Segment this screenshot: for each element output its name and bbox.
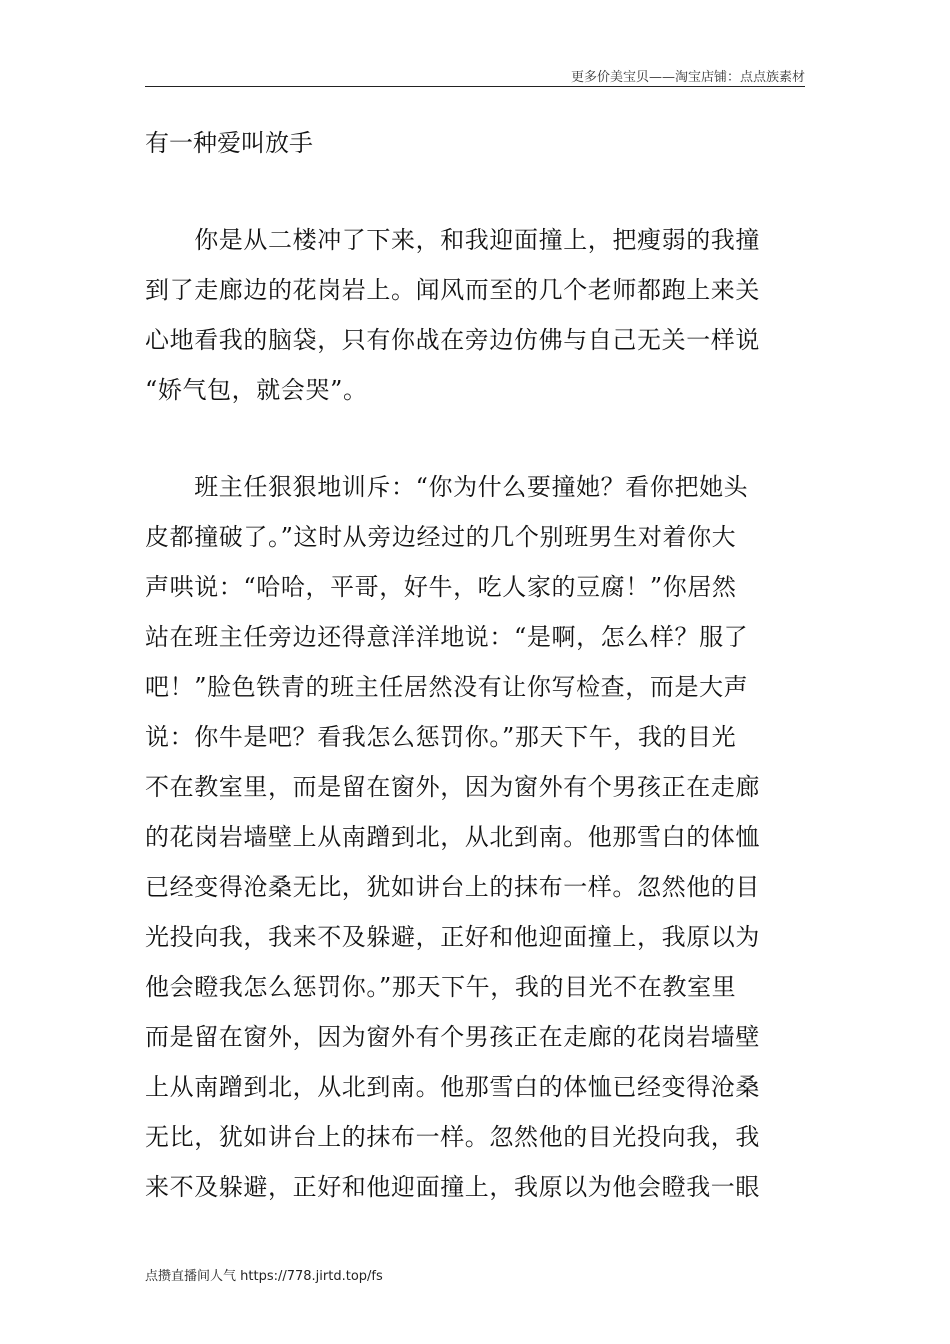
body-line: 光投向我，我来不及躲避，正好和他迎面撞上，我原以为 [145, 923, 760, 951]
body-line: 心地看我的脑袋，只有你战在旁边仿佛与自己无关一样说 [145, 326, 760, 354]
page-header [145, 64, 805, 87]
header-text: 更多价美宝贝——淘宝店铺：点点族素材 [570, 70, 805, 85]
body-line: 你是从二楼冲了下来，和我迎面撞上，把瘦弱的我撞 [145, 226, 760, 254]
body-line: 无比，犹如讲台上的抹布一样。忽然他的目光投向我，我 [145, 1123, 760, 1151]
body-line: 班主任狠狠地训斥：“你为什么要撞她？看你把她头 [145, 473, 749, 501]
body-line: 到了走廊边的花岗岩上。闻风而至的几个老师都跑上来关 [145, 276, 760, 304]
body-line: 声哄说：“哈哈，平哥，好牛，吃人家的豆腐！”你居然 [145, 573, 737, 601]
body-line: 的花岗岩墙壁上从南蹭到北，从北到南。他那雪白的体恤 [145, 823, 760, 851]
body-line: 吧！”脸色铁青的班主任居然没有让你写检查，而是大声 [145, 673, 749, 701]
footer-text: 点攒直播间人气 https://778.jirtd.top/fs [145, 1269, 383, 1284]
body-line: “娇气包，就会哭”。 [145, 376, 368, 404]
document-title: 有一种爱叫放手 [145, 129, 313, 157]
body-line: 皮都撞破了。”这时从旁边经过的几个别班男生对着你大 [145, 523, 737, 551]
body-line: 他会瞪我怎么惩罚你。”那天下午，我的目光不在教室里 [145, 973, 737, 1001]
body-line: 来不及躲避，正好和他迎面撞上，我原以为他会瞪我一眼 [145, 1173, 760, 1201]
body-line: 而是留在窗外，因为窗外有个男孩正在走廊的花岗岩墙壁 [145, 1023, 760, 1051]
body-line: 已经变得沧桑无比，犹如讲台上的抹布一样。忽然他的目 [145, 873, 760, 901]
body-line: 上从南蹭到北，从北到南。他那雪白的体恤已经变得沧桑 [145, 1073, 760, 1101]
body-line: 说：你牛是吧？看我怎么惩罚你。”那天下午，我的目光 [145, 723, 737, 751]
body-line: 不在教室里，而是留在窗外，因为窗外有个男孩正在走廊 [145, 773, 760, 801]
body-line: 站在班主任旁边还得意洋洋地说：“是啊，怎么样？服了 [145, 623, 749, 651]
